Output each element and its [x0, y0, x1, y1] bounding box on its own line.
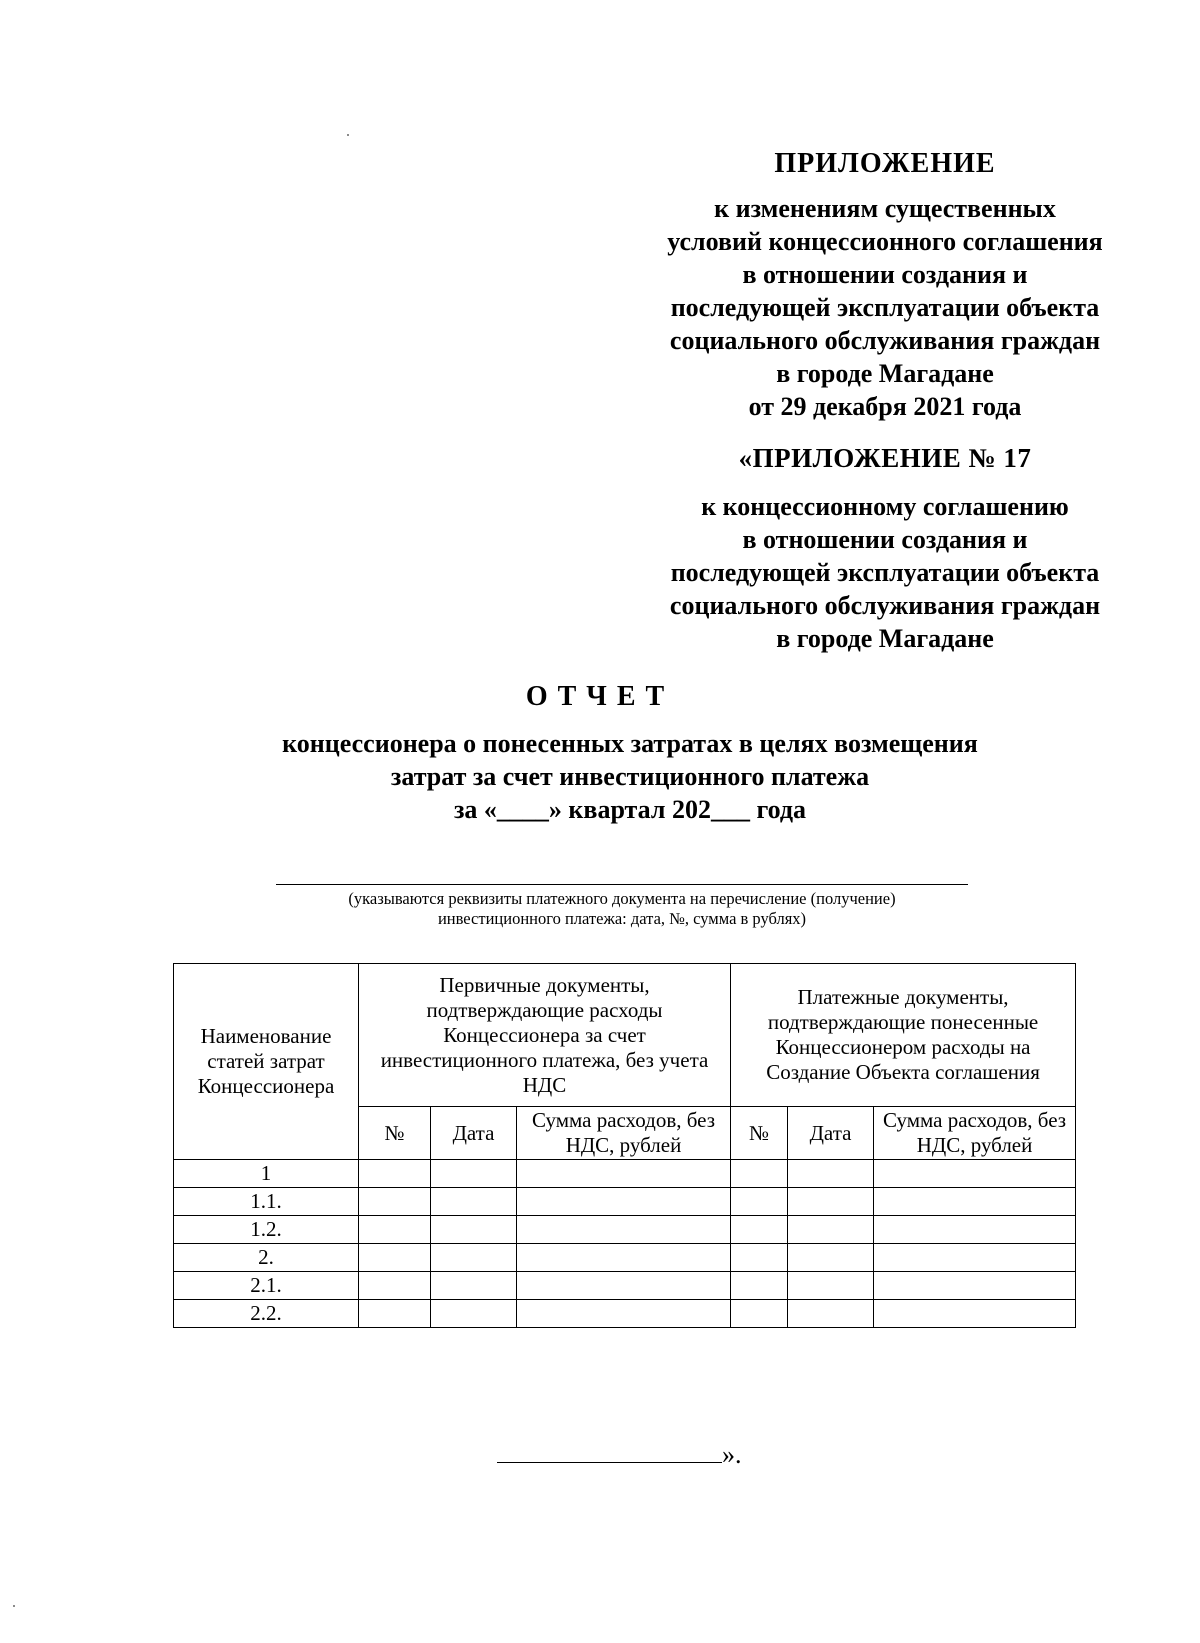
annex-line: последующей эксплуатации объекта	[670, 293, 1100, 322]
cell	[431, 1216, 517, 1244]
cell	[731, 1272, 788, 1300]
cell	[359, 1300, 431, 1328]
report-subtitle-line: затрат за счет инвестиционного платежа	[390, 762, 870, 791]
header-payment-no: №	[731, 1107, 788, 1160]
header-primary-no: №	[359, 1107, 431, 1160]
table-row	[174, 1272, 1076, 1300]
cell	[431, 1300, 517, 1328]
scan-speck	[13, 1605, 15, 1607]
cell	[431, 1160, 517, 1188]
expense-report-table	[173, 963, 1076, 1328]
row-number: 1	[174, 1160, 359, 1188]
closing-line	[497, 1440, 742, 1470]
report-title: ОТЧЕТ	[525, 681, 675, 712]
cell	[359, 1188, 431, 1216]
report-period-line: за «____» квартал 202___ года	[453, 795, 807, 824]
annex-line: социального обслуживания граждан	[669, 326, 1101, 355]
cell	[788, 1216, 874, 1244]
cell	[788, 1272, 874, 1300]
header-payment-date: Дата	[788, 1107, 874, 1160]
cell	[517, 1188, 731, 1216]
header-primary-date: Дата	[431, 1107, 517, 1160]
cell	[731, 1216, 788, 1244]
report-subtitle-line: концессионера о понесенных затратах в целях возмещения	[282, 729, 978, 758]
cell	[517, 1272, 731, 1300]
cell	[874, 1272, 1076, 1300]
closing-quote: ».	[722, 1440, 742, 1469]
cell	[788, 1244, 874, 1272]
payment-details-line	[276, 884, 968, 885]
row-number: 1.1.	[174, 1188, 359, 1216]
annex-line: к изменениям существенных	[714, 194, 1056, 223]
note-line: (указываются реквизиты платежного документа на перечисление (получение)	[348, 889, 896, 908]
row-number: 1.2.	[174, 1216, 359, 1244]
header-primary-sum: Сумма расходов, без НДС, рублей	[517, 1107, 731, 1160]
cell	[731, 1300, 788, 1328]
cell	[874, 1244, 1076, 1272]
annex-17-line: в городе Магадане	[776, 624, 994, 653]
cell	[359, 1272, 431, 1300]
cell	[731, 1160, 788, 1188]
cell	[788, 1160, 874, 1188]
table-row	[174, 1216, 1076, 1244]
cell	[517, 1244, 731, 1272]
cell	[874, 1216, 1076, 1244]
table-row	[174, 1188, 1076, 1216]
closing-blank-line	[497, 1440, 722, 1463]
payment-details-note	[276, 889, 968, 929]
table-row	[174, 1244, 1076, 1272]
scan-speck	[347, 134, 349, 136]
cell	[359, 1216, 431, 1244]
cell	[359, 1160, 431, 1188]
row-number: 2.	[174, 1244, 359, 1272]
cell	[788, 1300, 874, 1328]
annex-date: от 29 декабря 2021 года	[748, 392, 1022, 421]
annex-17-line: последующей эксплуатации объекта	[670, 558, 1100, 587]
annex-17-title: «ПРИЛОЖЕНИЕ № 17	[738, 443, 1032, 473]
header-payment-documents: Платежные документы, подтверждающие понесенные Концессионером расходы на Создание Объекта соглашения	[731, 964, 1076, 1107]
cell	[731, 1244, 788, 1272]
cell	[874, 1300, 1076, 1328]
annex-line: в отношении создания и	[742, 260, 1028, 289]
cell	[874, 1160, 1076, 1188]
row-number: 2.1.	[174, 1272, 359, 1300]
header-payment-sum: Сумма расходов, без НДС, рублей	[874, 1107, 1076, 1160]
header-primary-documents: Первичные документы, подтверждающие расходы Концессионера за счет инвестиционного платежа, без учета НДС	[359, 964, 731, 1107]
cell	[431, 1188, 517, 1216]
cell	[517, 1216, 731, 1244]
annex-title: ПРИЛОЖЕНИЕ	[774, 148, 996, 179]
cell	[431, 1272, 517, 1300]
annex-line: условий концессионного соглашения	[667, 227, 1103, 256]
annex-17-line: в отношении создания и	[742, 525, 1028, 554]
cell	[431, 1244, 517, 1272]
annex-line: в городе Магадане	[776, 359, 994, 388]
cell	[517, 1160, 731, 1188]
header-cost-items: Наименование статей затрат Концессионера	[174, 964, 359, 1160]
annex-17-subtitle	[640, 490, 1130, 655]
row-number: 2.2.	[174, 1300, 359, 1328]
annex-17-line: социального обслуживания граждан	[669, 591, 1101, 620]
table-row	[174, 1160, 1076, 1188]
report-subtitle	[200, 727, 1060, 826]
table-row	[174, 1300, 1076, 1328]
cell	[517, 1300, 731, 1328]
cell	[359, 1244, 431, 1272]
cell	[731, 1188, 788, 1216]
cell	[788, 1188, 874, 1216]
annex-subtitle	[640, 192, 1130, 423]
note-line: инвестиционного платежа: дата, №, сумма в рублях)	[437, 909, 807, 928]
annex-17-line: к концессионному соглашению	[701, 492, 1069, 521]
cell	[874, 1188, 1076, 1216]
